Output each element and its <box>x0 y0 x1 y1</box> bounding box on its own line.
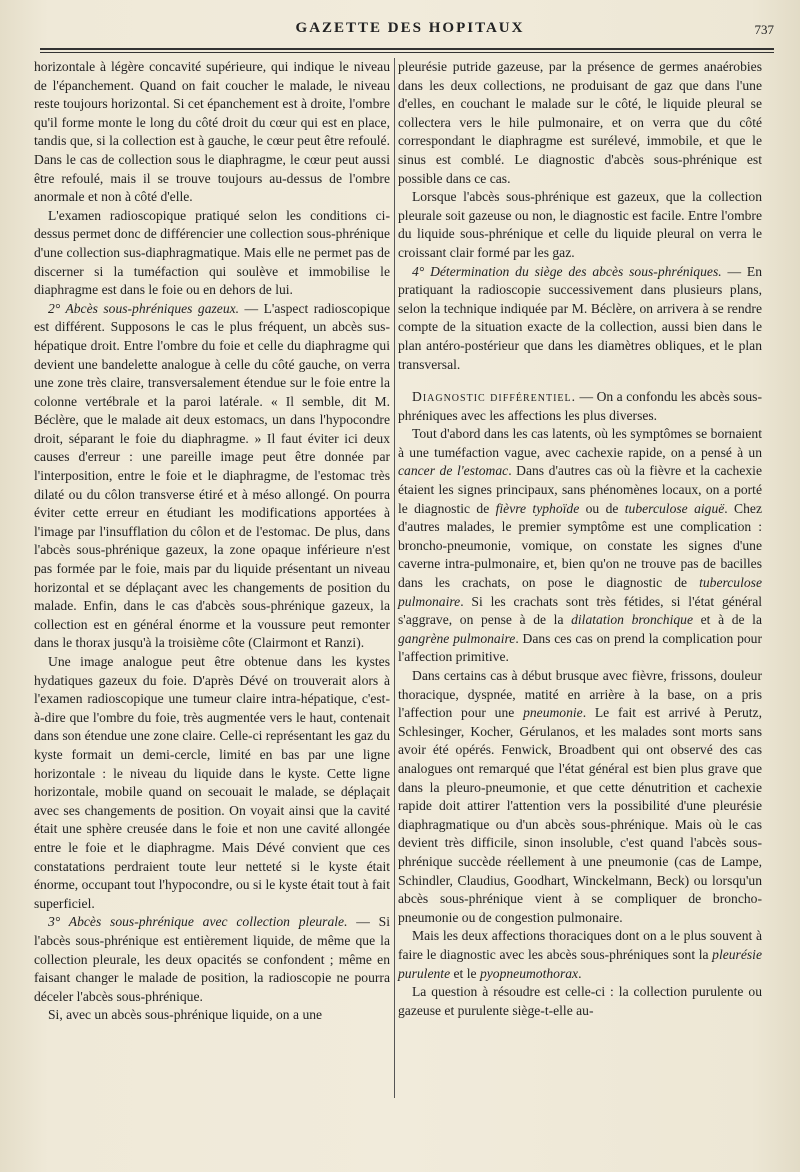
article-columns <box>30 58 780 1162</box>
paragraph: Si, avec un abcès sous-phrénique liquide, on a une <box>48 1007 323 1023</box>
journal-title: GAZETTE DES HOPITAUX <box>295 20 525 36</box>
paragraph <box>398 263 762 375</box>
emphasis: tuberculose aiguë <box>624 500 725 516</box>
right-column <box>398 58 762 1020</box>
paragraph-text: . Le fait est arrivé à Perutz, Schlesinger, Kocher, Gérulanos, et les malades sont morts sans avoir été opérés. Fenwick, Broadbent qui ont observé des cas analogues ont remarqué que l'état général est bien plus grave que dans la pleuro-pneumonie, et que cette dénutrition et cachexie rapide doit attirer l'attention vers la possibilité d'une pleurésie diaphragmatique ou d'un abcès sous-phrénique. Mais où le cas devient très difficile, sinon insoluble, c'est quand l'abcès sous-phrénique succède réellement à une pneumonie (cas de Lampe, Schindler, Claudius, Goodhart, Winckelmann, Beck) ou lorsqu'un abcès sous-phrénique vient à se compliquer de broncho-pneumonie ou de congestion pulmonaire. <box>398 705 762 925</box>
paragraph-text: . Chez d'autres malades, le premier symptôme est une complication : broncho-pneumonie, vomique, on constate les signes d'une caverne intra-pulmonaire, et, bien qu'on ne trouve pas de bacilles dans les crachats, on pose le diagnostic de <box>398 500 762 591</box>
paragraph <box>398 667 762 927</box>
paragraph <box>34 300 390 653</box>
emphasis: dilatation bronchique <box>571 612 694 628</box>
emphasis: tuberculose pulmonaire <box>398 575 762 609</box>
emphasis: pleurésie purulente <box>398 946 762 981</box>
paragraph <box>398 425 762 667</box>
column-divider <box>394 58 395 1098</box>
paragraph: L'examen radioscopique pratiqué selon les conditions ci-dessus permet donc de différencier une collection sous-phrénique d'une collection sus-diaphragmatique. Mais elle ne permet pas de discerner si la tuméfaction qui soulève et immobilise le diaphragme est dans le foie ou en dehors de lui. <box>34 207 390 298</box>
paragraph: Une image analogue peut être obtenue dans les kystes hydatiques gazeux du foie. D'après Dévé on trouverait alors à l'examen radioscopique une tumeur claire intra-hépatique, c'est-à-dire que l'ombre du foie, très augmentée vers le haut, contenait dans son étendue une zone claire. Celle-ci représentant les gaz du kyste formait un demi-cercle, limité en bas par une ligne horizontale : le niveau du liquide dans le kyste. Cette ligne horizontale, mobile quand on secouait le malade, se déplaçait avec ses changements de position. On voyait ainsi que la cavité était une sphère creusée dans le foie et non une cavité allongée entre le foie et le diaphragme. Mais Dévé convient que ces constatations perdraient toute leur netteté si le kyste était énorme, occupant tout l'hypocondre, ou si le kyste était tout à fait superficiel. <box>34 654 390 911</box>
header-rule <box>40 48 774 53</box>
paragraph-text: . <box>578 965 582 981</box>
paragraph-text: et le <box>450 965 480 981</box>
paragraph-text: Dans certains cas à début brusque avec fièvre, frissons, douleur thoracique, dyspnée, matité en arrière à la base, on a pris l'affection pour une <box>398 668 762 721</box>
paragraph-text: — En pratiquant la radioscopie successivement dans plusieurs plans, selon la technique indiquée par M. Béclère, on arrivera à se rendre compte de la situation exacte de la collection, aussi bien dans le plan antéro-postérieur que dans les diamètres obliques, et le plan transversal. <box>398 263 763 372</box>
paragraph: La question à résoudre est celle-ci : la collection purulente ou gazeuse et purulente siège-t-elle au- <box>398 984 762 1018</box>
page-number: 737 <box>754 22 774 37</box>
emphasis: gangrène pulmonaire <box>398 630 516 646</box>
paragraph <box>398 927 762 983</box>
paragraph-text: . Si les crachats sont très fétides, si l'état général s'aggrave, on pense à de la <box>398 593 762 628</box>
section-heading: 3° Abcès sous-phrénique avec collection pleurale. <box>48 914 348 930</box>
paragraph-text: — Si l'abcès sous-phrénique est entièrement liquide, de même que la collection pleurale, les deux opacités se confondent ; même en faisant changer le malade de position, la radioscopie ne pourra déceler l'abcès sous-phrénique. <box>34 914 390 1004</box>
emphasis: fièvre typhoïde <box>495 500 580 516</box>
page-header <box>40 18 780 40</box>
section-heading: 2° Abcès sous-phréniques gazeux. <box>48 300 240 316</box>
section-heading: 4° Détermination du siège des abcès sous-phréniques. <box>412 263 722 279</box>
paragraph-text: — On a confondu les abcès sous-phréniques avec les affections les plus diverses. <box>398 389 762 423</box>
emphasis: pyopneumothorax <box>479 965 579 981</box>
paragraph: Lorsque l'abcès sous-phrénique est gazeux, que la collection pleurale soit gazeuse ou non, le diagnostic est facile. Entre l'ombre du liquide sous-phrénique et celle du liquide pleural on verra le croissant clair formé par les gaz. <box>398 189 762 260</box>
paragraph-text: . Dans d'autres cas où la fièvre et la cachexie étaient les signes principaux, sans phénomènes locaux, on a porté le diagnostic de <box>398 463 762 516</box>
paragraph-text: Mais les deux affections thoraciques dont on a le plus souvent à faire le diagnostic avec les abcès sous-phréniques sont la <box>398 928 762 962</box>
emphasis: cancer de l'estomac <box>398 463 509 479</box>
paragraph-text: Tout d'abord dans les cas latents, où les symptômes se bornaient à une tuméfaction vague, avec cachexie rapide, on a pensé à un <box>398 426 762 460</box>
paragraph <box>34 913 390 1006</box>
left-column <box>34 58 390 1025</box>
emphasis: pneumonie <box>523 705 583 721</box>
paragraph-text: — L'aspect radioscopique est différent. Supposons le cas le plus fréquent, un abcès sus-hépatique droit. Entre l'ombre du foie et celle du diaphragme qui devient une bandelette analogue à celle du côté gauche, on verra une zone très claire, transversalement étendue sur le foie entre la colonne vertébrale et la paroi latérale. « Il semble, dit M. Béclère, que le malade ait deux estomacs, un dans l'hypocondre droit, séparant le foie du diaphragme. » Il faut éviter ici deux causes d'erreur : une pareille image peut être donnée par l'interposition, entre le foie et le diaphragme, de l'estomac très dilaté ou du côlon transverse étiré et à méso allongé. On pourra éviter cette erreur en étudiant les modifications apportées à l'image par l'insufflation du côlon et de l'estomac. De plus, dans l'abcès sous-phrénique gazeux, la zone opaque inférieure n'est pas formée par le foie, mais par du liquide présentant un niveau horizontal et se déplaçant avec les changements de position du malade. Enfin, dans le cas d'abcès sous-phrénique gazeux, la collection est en général énorme et la voussure peut remonter dans le thorax jusqu'à la troisième côte (Clairmont et Ranzi). <box>34 300 390 651</box>
paragraph <box>398 388 762 425</box>
paragraph-text: ou de <box>579 500 625 516</box>
paragraph: pleurésie putride gazeuse, par la présence de germes anaérobies dans les deux collections, ne produisant de gaz que dans l'une d'elles, en couchant le malade sur le côté, le liquide pleural se collectera vers le hile pulmonaire, et on verra que du côté correspondant le diaphragme est surélevé, immobile, et que le sinus est comblé. Le diagnostic d'abcès sous-phrénique est possible dans ce cas. <box>398 59 762 186</box>
paragraph: horizontale à légère concavité supérieure, qui indique le niveau de l'épanchement. Quand on fait coucher le malade, le niveau reste toujours horizontal. Si cet épanchement est à droite, l'ombre qu'il forme monte le long du côté droit du cœur qui est en place, tandis que, si la collection est à gauche, le cœur peut être refoulé. Dans le cas de collection sous le diaphragme, le cœur peut aussi être refoulé, mais il se trouve toujours au-dessus de l'ombre anormale et non à côté d'elle. <box>34 59 390 205</box>
paragraph-text: . Dans ces cas on prend la complication pour l'affection primitive. <box>398 630 763 665</box>
paragraph-text: et à de la <box>693 612 762 628</box>
section-heading: Diagnostic différentiel. <box>412 389 577 405</box>
